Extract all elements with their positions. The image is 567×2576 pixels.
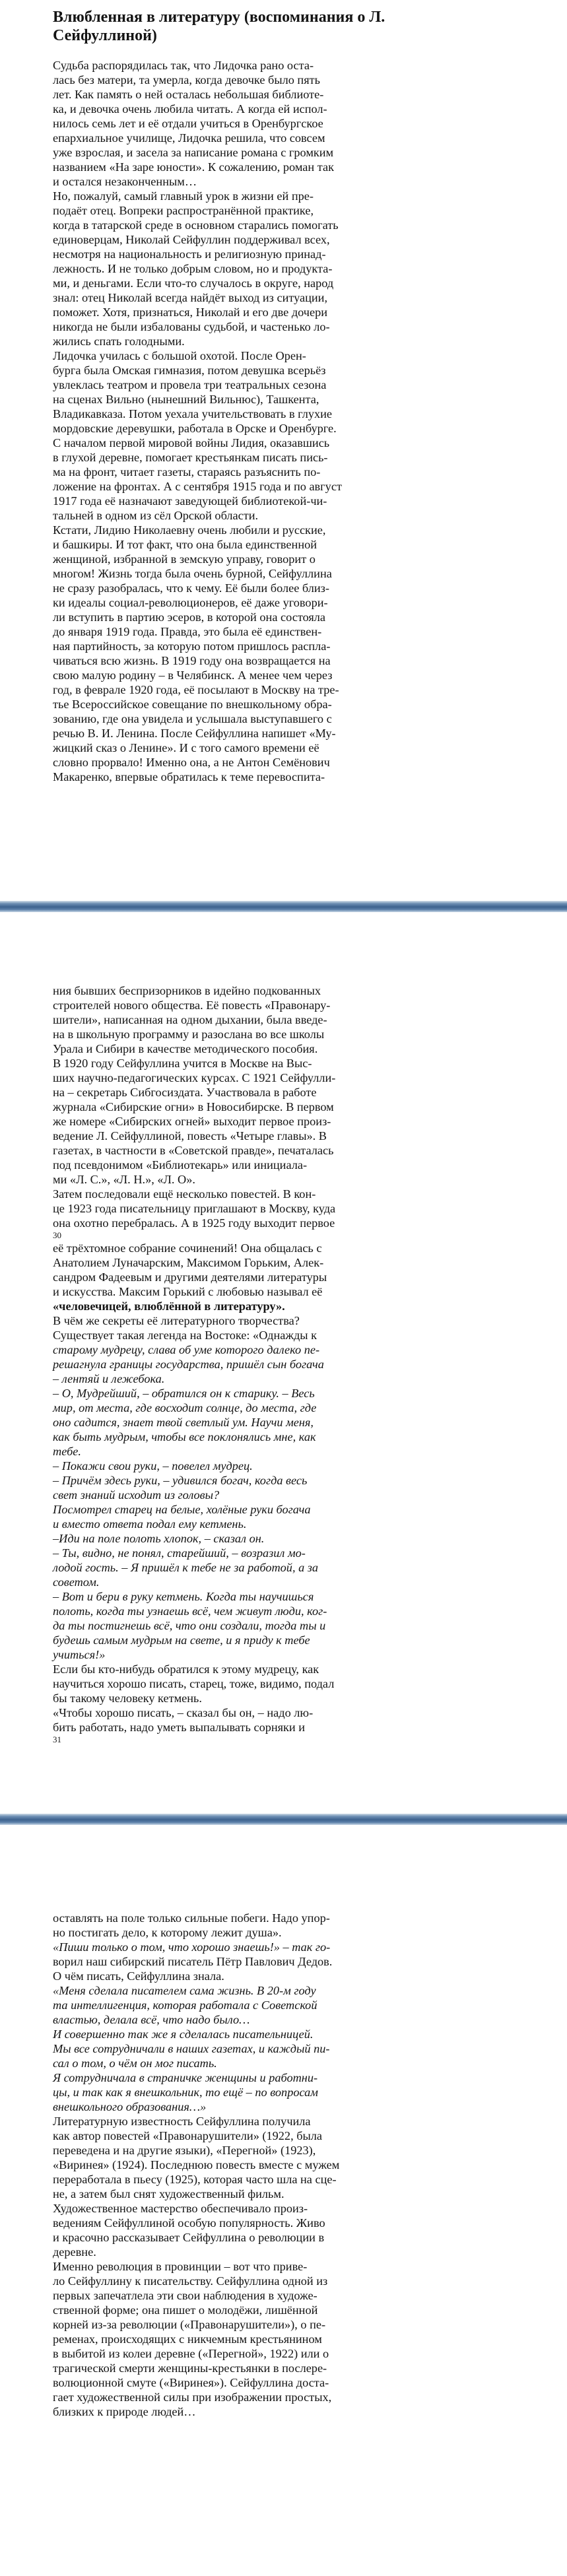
text-line: ми «Л. С.», «Л. Н.», «Л. О». [53,1173,195,1186]
page-separator [0,901,567,912]
text-line: ли вступить в партию эсеров, в которой она состояла [53,611,326,624]
text-line: год, в феврале 1920 года, её посылают в Москву на тре- [53,683,339,696]
text-line: Кстати, Лидию Николаевну очень любили и русские, [53,523,326,537]
text-line: ми, и деньгами. Если что-то случалось в округе, народ [53,277,334,290]
text-line: зованию, где она увидела и услышала выступавшего с [53,712,332,725]
text-line: её трёхтомное собрание сочинений! Она общалась с [53,1241,322,1255]
text-line: словно прорвало! Именно она, а не Антон Семёнович [53,756,330,769]
text-line: тебе. [53,1445,81,1458]
text-line: Затем последовали ещё несколько повестей. В кон- [53,1187,316,1201]
text-line: не, а затем был снят художественный фильм. [53,2187,284,2200]
text-line: корней из-за революции («Правонарушители»), о пе- [53,2318,326,2331]
text-line: ведение Л. Сейфуллиной, повесть «Четыре главы». В [53,1129,327,1142]
text-line: ка, и девочка очень любила читать. А когда ей испол- [53,102,327,116]
text-line: газетах, в частности в «Советской правде», печаталась [53,1144,334,1157]
text-line: бурга была Омская гимназия, потом девушка всерьёз [53,364,326,377]
page-1-body [53,58,516,784]
text-line: бы такому человеку кетмень. [53,1692,202,1705]
text-line: С началом первой мировой войны Лидия, оказавшись [53,436,330,449]
text-line: как быть мудрым, чтобы все поклонялись мне, как [53,1430,316,1443]
text-line: ложение на фронтах. А с сентября 1915 года и по август [53,480,342,493]
text-line: да ты постигнешь всё, что они создали, тогда ты и [53,1619,326,1632]
text-line: тье Всероссийское совещание по внешкольному обра- [53,698,332,711]
text-line: поможет. Хотя, признаться, Николай и его две дочери [53,306,328,319]
text-line: не сразу разобралась, что к чему. Её были более близ- [53,581,329,595]
text-line: уже взрослая, и засела за написание романа с громким [53,146,334,159]
text-line: Владикавказа. Потом уехала учительствовать в глухие [53,407,333,420]
text-line: трагической смерти женщины-крестьянки в послере- [53,2361,327,2375]
page-number: 30 [53,1230,61,1240]
text-line: Макаренко, впервые обратилась к теме перевоспита- [53,770,325,783]
text-line: Лидочка училась с большой охотой. После Орен- [53,349,306,362]
text-line: переработала в пьесу (1925), которая часто шла на сце- [53,2173,337,2186]
text-line: Посмотрел старец на белые, холёные руки богача [53,1503,311,1516]
text-line: – лентяй и лежебока. [53,1372,165,1385]
text-line: ма на фронт, читает газеты, стараясь разъяснить по- [53,465,321,479]
text-line: старому мудрецу, слава об уме которого далеко пе- [53,1343,320,1356]
text-line: полоть, когда ты узнаешь всё, чем живут люди, ког- [53,1604,327,1618]
text-line: В 1920 году Сейфуллина учится в Москве на Выс- [53,1057,312,1070]
text-line: Мы все сотрудничали в наших газетах, и каждый пи- [53,2042,330,2055]
text-line: Именно революция в провинции – вот что приве- [53,2260,308,2273]
text-line: жицкий сказ о Ленине». И с того самого времени её [53,741,319,754]
text-line: первых запечатлела эти свои наблюдения в художе- [53,2289,317,2302]
text-line: ная партийность, за которую потом пришлось распла- [53,640,331,653]
text-line: учиться!» [53,1648,106,1661]
text-line: гает художественной силы при изображении простых, [53,2391,332,2404]
text-line: знал: отец Николай всегда найдёт выход из ситуации, [53,291,328,304]
text-line: но постигать дело, к которому лежит душа». [53,1926,282,1939]
text-line: свет знаний исходит из головы? [53,1488,220,1502]
article-title: Влюбленная в литературу (воспоминания о Л. Сейфуллиной) [53,9,385,44]
text-line: оно садится, знает твой светлый ум. Научи меня, [53,1416,314,1429]
text-line: никогда не были избалованы судьбой, и частенько ло- [53,320,330,333]
text-line: це 1923 года писательницу приглашают в Москву, куда [53,1202,336,1215]
text-line: «Меня сделала писателем сама жизнь. В 20-м году [53,1984,316,1997]
text-line: шители», написанная на одном дыхании, была введе- [53,1013,327,1026]
text-line: в выбитой из колеи деревне («Перегной», 1922) или о [53,2347,329,2360]
text-line: подаёт отец. Вопреки распространённой практике, [53,204,314,217]
text-line: тальней в одном из сёл Орской области. [53,509,259,522]
page-number: 31 [53,1734,61,1744]
text-line: близких к природе людей… [53,2405,196,2418]
text-line: сал о том, о чём он мог писать. [53,2057,217,2070]
text-line: женщиной, избранной в земскую управу, говорит о [53,552,316,566]
text-line: переведена и на другие языки), «Перегной» (1923), [53,2144,316,2157]
page-2-body [53,983,516,1745]
text-line: многом! Жизнь тогда была очень бурной, Сейфуллина [53,567,332,580]
text-line: В чём же секреты её литературного творчества? [53,1314,300,1327]
text-line: и искусства. Максим Горький с любовью называл её [53,1285,323,1298]
text-line: в глухой деревне, помогает крестьянкам писать пись- [53,451,328,464]
text-line: Если бы кто-нибудь обратился к этому мудрецу, как [53,1663,319,1676]
text-line: на – секретарь Сибгосиздата. Участвовала в работе [53,1086,317,1099]
document-page-1 [0,0,567,901]
text-line: ло Сейфуллину к писательству. Сейфуллина одной из [53,2274,328,2288]
text-line: Литературную известность Сейфуллина получила [53,2115,311,2128]
document-page-2 [0,912,567,1813]
text-line: строителей нового общества. Её повесть «Правонару- [53,999,331,1012]
text-line: журнала «Сибирские огни» в Новосибирске. В первом [53,1100,334,1113]
text-line: до января 1919 года. Правда, это была её единствен- [53,625,322,638]
text-line: Судьба распорядилась так, что Лидочка рано оста- [53,59,314,72]
text-line: лась без матери, та умерла, когда девочке было пять [53,73,320,86]
text-line: лежность. И не только добрым словом, но и продукта- [53,262,333,275]
text-line: властью, делала всё, что надо было… [53,2013,250,2026]
text-line: «Пиши только о том, что хорошо знаешь!» – так го- [53,1940,331,1954]
text-line: единоверцам, Николай Сейфуллин поддерживал всех, [53,233,330,246]
page-separator [0,1814,567,1825]
text-line: И совершенно так же я сделалась писательницей. [53,2028,314,2041]
text-line: оставлять на поле только сильные побеги. Надо упор- [53,1911,330,1925]
text-line: ственной форме; она пишет о молодёжи, лишённой [53,2303,318,2317]
text-line: мир, от места, где восходит солнце, до места, где [53,1401,317,1414]
text-line: деревне. [53,2245,96,2259]
text-line: на сценах Вильно (нынешний Вильнюс), Ташкента, [53,393,319,406]
text-line: лет. Как память о ней осталась небольшая библиоте- [53,88,324,101]
text-line: мордовские деревушки, работала в Орске и Оренбурге. [53,422,337,435]
text-line: когда в татарской среде в основном старались помогать [53,218,339,232]
text-line: будешь самым мудрым на свете, и я приду к тебе [53,1634,310,1647]
text-line: чиваться всю жизнь. В 1919 году она возвращается на [53,654,331,667]
text-line: ворил наш сибирский писатель Пётр Павлович Дедов. [53,1955,333,1968]
text-line: советом. [53,1575,100,1589]
text-line: Но, пожалуй, самый главный урок в жизни ей пре- [53,189,314,203]
text-line: Анатолием Луначарским, Максимом Горьким, Алек- [53,1256,324,1269]
text-line: и вместо ответа подал ему кетмень. [53,1517,247,1531]
text-line: – Ты, видно, не понял, старейший, – возразил мо- [53,1546,306,1560]
text-line: научиться хорошо писать, старец, тоже, видимо, подал [53,1677,335,1690]
text-line: бить работать, надо уметь выпалывать сорняки и [53,1721,306,1734]
text-line: – О, Мудрейший, – обратился он к старику. – Весь [53,1387,315,1400]
text-line: ведениям Сейфуллиной особую популярность. Живо [53,2216,325,2229]
text-line: О чём писать, Сейфуллина знала. [53,1969,224,1983]
text-line: нилось семь лет и её отдали учиться в Оренбургское [53,117,323,130]
text-line: свою малую родину – в Челябинск. А менее чем через [53,669,333,682]
text-line: она охотно перебралась. А в 1925 году выходит первое [53,1216,335,1230]
text-line: – Причём здесь руки, – удивился богач, когда весь [53,1474,308,1487]
text-line: «человечицей, влюблённой в литературу». [53,1300,285,1313]
text-line: сандром Фадеевым и другими деятелями литературы [53,1271,327,1284]
text-line: внешкольного образования…» [53,2100,207,2113]
text-line: увлеклась театром и провела три театральных сезона [53,378,327,391]
text-line: названием «На заре юности». К сожалению, роман так [53,160,334,174]
text-line: и башкиры. И тот факт, что она была единственной [53,538,317,551]
text-line: епархиальное училище, Лидочка решила, что совсем [53,131,325,145]
text-line: ки идеалы социал-революционеров, её даже уговори- [53,596,328,609]
text-line: жились спать голодными. [53,335,185,348]
text-line: 1917 года её назначают заведующей библиотекой-чи- [53,494,327,508]
text-line: та интеллигенция, которая работала с Советской [53,1998,317,2012]
page-3-body [53,1911,516,2419]
text-line: под псевдонимом «Библиотекарь» или инициала- [53,1158,308,1172]
text-line: волюционной смуте («Виринея»). Сейфуллина доста- [53,2376,329,2389]
text-line: несмотря на национальность и религиозную принад- [53,248,326,261]
text-line: Урала и Сибири в качестве методического пособия. [53,1042,318,1055]
text-line: лодой гость. – Я пришёл к тебе не за работой, а за [53,1561,319,1574]
text-line: «Виринея» (1924). Последнюю повесть вместе с мужем [53,2158,340,2171]
text-line: –Иди на поле полоть хлопок, – сказал он. [53,1532,265,1545]
text-line: – Покажи свои руки, – повелел мудрец. [53,1459,253,1472]
text-line: Существует такая легенда на Востоке: «Однажды к [53,1329,317,1342]
text-line: ших научно-педагогических курсах. С 1921 Сейфулли- [53,1071,336,1084]
text-line: Художественное мастерство обеспечивало произ- [53,2202,308,2215]
text-line: цы, и так как я внешкольник, то ещё – по вопросам [53,2086,318,2099]
text-line: и остался незаконченным… [53,175,197,188]
text-line: ременах, происходящих с никчемным крестьянином [53,2332,322,2346]
text-line: речью В. И. Ленина. После Сейфуллина напишет «Му- [53,727,336,740]
document-page-3 [0,1825,567,2576]
text-line: же номере «Сибирских огней» выходит первое произ- [53,1115,331,1128]
text-line: Я сотрудничала в страничке женщины и работни- [53,2071,318,2084]
text-line: «Чтобы хорошо писать, – сказал бы он, – надо лю- [53,1706,314,1719]
text-line: – Вот и бери в руку кетмень. Когда ты научишься [53,1590,314,1603]
text-line: ния бывших беспризорников в идейно подкованных [53,984,321,997]
text-line: на в школьную программу и разослана во все школы [53,1028,325,1041]
text-line: как автор повестей «Правонарушители» (1922, была [53,2129,323,2142]
text-line: и красочно рассказывает Сейфуллина о революции в [53,2231,325,2244]
text-line: решагнула границы государства, пришёл сын богача [53,1358,324,1371]
